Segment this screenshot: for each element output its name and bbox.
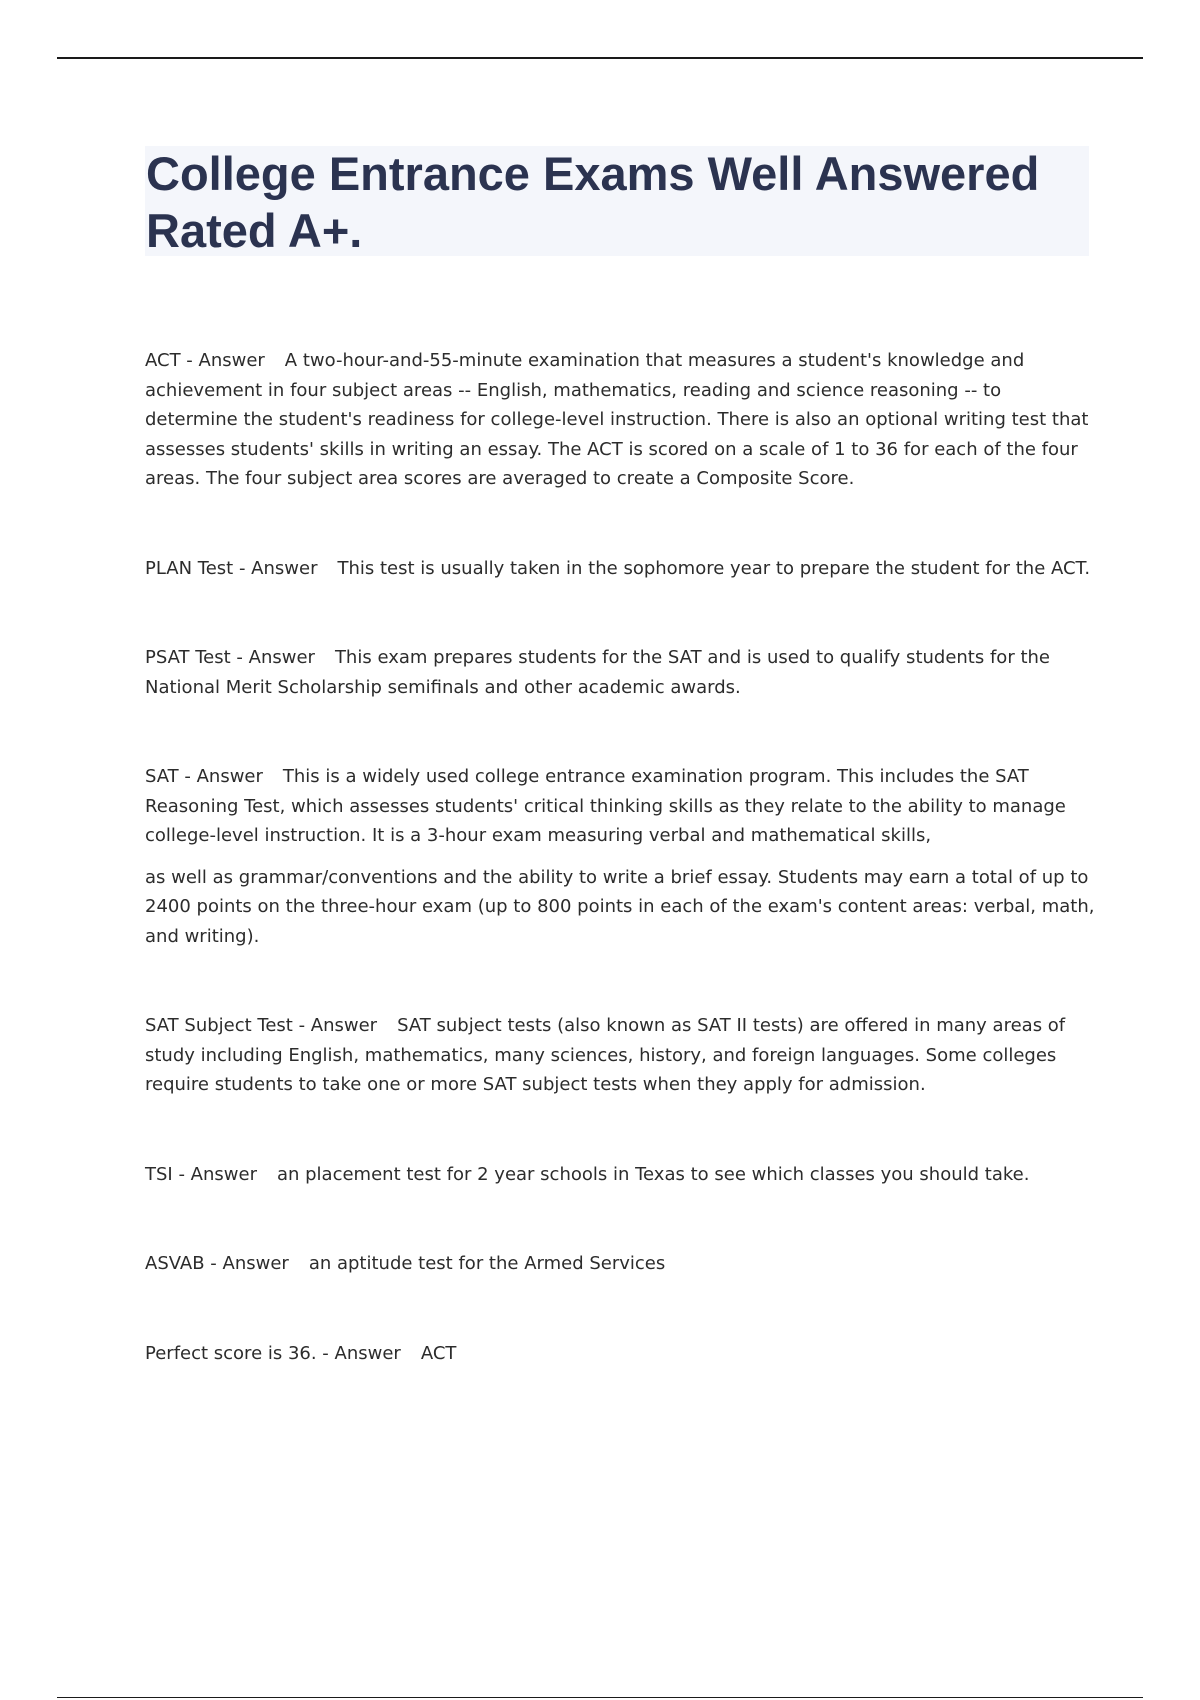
qa-entry-tsi <box>145 1160 1095 1190</box>
qa-answer: an aptitude test for the Armed Services <box>308 1253 666 1274</box>
qa-term: SAT Subject Test - Answer <box>145 1015 378 1036</box>
qa-answer: A two-hour-and-55-minute examination that measures a student's knowledge and achievement in four subject areas -- English, mathematics, reading and science reasoning -- to determine the student's readiness for college-level instruction. There is also an optional writing test that assesses students' skills in writing an essay. The ACT is scored on a scale of 1 to 36 for each of the four areas. The four subject area scores are averaged to create a Composite Score. <box>145 350 1089 489</box>
qa-entry-sat <box>145 762 1095 851</box>
qa-answer: an placement test for 2 year schools in Texas to see which classes you should take. <box>276 1163 1030 1185</box>
qa-answer: ACT <box>420 1342 457 1364</box>
qa-term: Perfect score is 36. - Answer <box>145 1342 401 1364</box>
qa-entry-perfect-score <box>145 1339 1095 1369</box>
title-banner <box>145 146 1089 256</box>
qa-entry-sat-subject <box>145 1011 1095 1100</box>
qa-term: TSI - Answer <box>145 1163 257 1185</box>
qa-answer-continuation: as well as grammar/conventions and the ability to write a brief essay. Students may earn a total of up to 2400 points on the three-hour exam (up to 800 points in each of the exam's content areas: verbal, math, and writing). <box>145 866 1095 947</box>
qa-entry-asvab <box>145 1249 1095 1279</box>
qa-entry-act <box>145 346 1095 494</box>
qa-entry-plan <box>145 554 1095 584</box>
qa-term: ASVAB - Answer <box>145 1253 289 1274</box>
header-rule <box>57 57 1143 59</box>
document-body <box>145 346 1095 1368</box>
qa-entry-psat <box>145 643 1095 702</box>
qa-term: PLAN Test - Answer <box>145 557 318 579</box>
qa-answer: This is a widely used college entrance examination program. This includes the SAT Reasoning Test, which assesses students' critical thinking skills as they relate to the ability to manage college-level instruction. It is a 3-hour exam measuring verbal and mathematical skills, <box>145 766 1066 846</box>
qa-answer: This exam prepares students for the SAT and is used to qualify students for the National Merit Scholarship semifinals and other academic awards. <box>145 647 1050 698</box>
qa-answer: This test is usually taken in the sophomore year to prepare the student for the ACT. <box>337 557 1091 579</box>
document-title: College Entrance Exams Well Answered Rated A+. <box>146 147 1040 257</box>
qa-answer: SAT subject tests (also known as SAT II tests) are offered in many areas of study including English, mathematics, many sciences, history, and foreign languages. Some colleges require students to take one or more SAT subject tests when they apply for admission. <box>145 1015 1066 1095</box>
qa-term: SAT - Answer <box>145 766 263 787</box>
footer-rule <box>57 1697 1143 1698</box>
qa-term: ACT - Answer <box>145 350 265 371</box>
qa-term: PSAT Test - Answer <box>145 647 315 668</box>
